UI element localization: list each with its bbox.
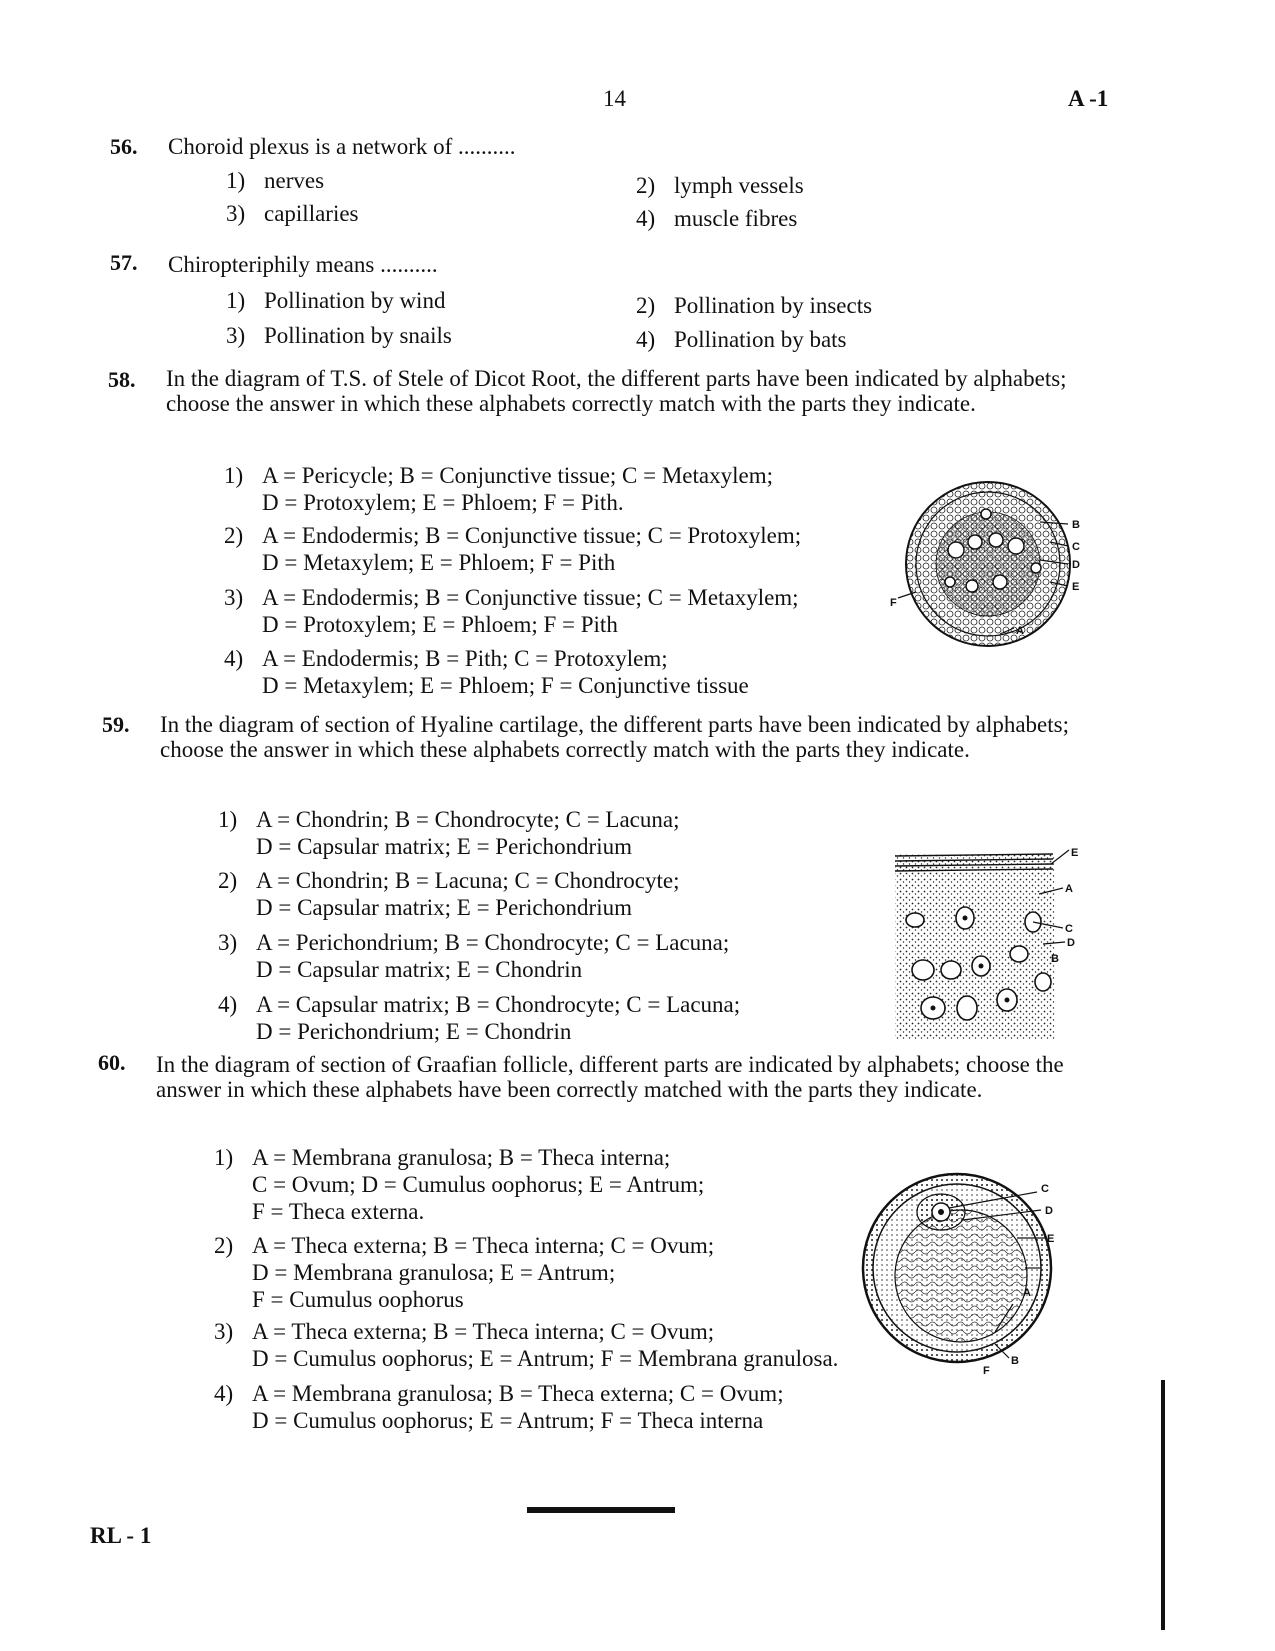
chondrocyte xyxy=(906,913,924,927)
antrum xyxy=(895,1210,1027,1342)
figure-label-e: E xyxy=(1072,581,1080,593)
question-text: Choroid plexus is a network of .......... xyxy=(168,134,516,159)
option-line-1: A = Endodermis; B = Conjunctive tissue; C = Metaxylem; xyxy=(262,585,799,610)
figure-label-b: B xyxy=(1051,953,1059,965)
option-1[interactable] xyxy=(226,167,324,194)
option-number: 3) xyxy=(218,930,238,955)
option-number: 1) xyxy=(214,1145,234,1170)
figure-label-a: A xyxy=(1023,1287,1031,1299)
option-text: Pollination by bats xyxy=(674,327,847,352)
figure-label-d: D xyxy=(1067,937,1075,949)
chondrocyte xyxy=(941,961,961,979)
option-1[interactable] xyxy=(214,1144,704,1225)
question-number: 60. xyxy=(98,1050,126,1075)
option-number: 4) xyxy=(224,646,244,671)
option-2[interactable] xyxy=(214,1232,714,1313)
option-line-2: D = Metaxylem; E = Phloem; F = Conjunctive tissue xyxy=(262,673,749,698)
option-line-2: D = Capsular matrix; E = Perichondrium xyxy=(256,834,632,859)
option-line-2: D = Cumulus oophorus; E = Antrum; F = Membrana granulosa. xyxy=(252,1346,839,1371)
option-line-3: F = Theca externa. xyxy=(252,1199,425,1224)
protoxylem-vessel xyxy=(945,577,955,587)
option-1[interactable] xyxy=(226,287,445,314)
figure-label-f: F xyxy=(890,597,897,609)
option-line-2: D = Membrana granulosa; E = Antrum; xyxy=(252,1260,616,1285)
option-line-2: D = Protoxylem; E = Phloem; F = Pith xyxy=(262,612,618,637)
figure-label-b: B xyxy=(1011,1355,1019,1367)
option-number: 3) xyxy=(226,323,246,348)
question-number: 57. xyxy=(110,250,138,275)
option-3[interactable] xyxy=(224,584,799,638)
figure-label-e: E xyxy=(1071,848,1079,859)
figure-label-d: D xyxy=(1072,559,1080,571)
chondrocyte xyxy=(912,960,934,980)
protoxylem-vessel xyxy=(981,509,991,519)
metaxylem-vessel xyxy=(1008,538,1024,554)
option-line-1: A = Endodermis; B = Pith; C = Protoxylem; xyxy=(262,646,668,671)
option-number: 1) xyxy=(224,463,244,488)
option-line-1: A = Perichondrium; B = Chondrocyte; C = Lacuna; xyxy=(256,930,730,955)
figure-label-a: A xyxy=(1065,883,1073,895)
option-text: muscle fibres xyxy=(674,206,798,231)
option-1[interactable] xyxy=(218,806,679,860)
option-text: nerves xyxy=(264,168,325,193)
option-2[interactable] xyxy=(224,522,801,576)
option-4[interactable] xyxy=(636,326,847,353)
question-text: Chiropteriphily means .......... xyxy=(168,252,438,277)
figure-label-c: C xyxy=(1065,923,1073,935)
option-number: 2) xyxy=(636,173,656,198)
metaxylem-vessel xyxy=(966,580,978,592)
option-line-2: D = Capsular matrix; E = Chondrin xyxy=(256,957,583,982)
option-4[interactable] xyxy=(214,1380,784,1434)
option-line-2: D = Capsular matrix; E = Perichondrium xyxy=(256,895,632,920)
option-line-1: A = Chondrin; B = Lacuna; C = Chondrocyte; xyxy=(256,868,680,893)
option-number: 1) xyxy=(226,168,246,193)
figure-label-c: C xyxy=(1041,1183,1049,1195)
metaxylem-vessel xyxy=(968,535,982,549)
option-number: 1) xyxy=(218,807,238,832)
option-text: lymph vessels xyxy=(674,173,804,198)
option-number: 2) xyxy=(218,868,238,893)
option-4[interactable] xyxy=(218,991,740,1045)
option-line-2: D = Protoxylem; E = Phloem; F = Pith. xyxy=(262,490,624,515)
option-number: 3) xyxy=(214,1319,234,1344)
option-line-1: A = Endodermis; B = Conjunctive tissue; C = Protoxylem; xyxy=(262,523,802,548)
option-line-1: A = Theca externa; B = Theca interna; C = Ovum; xyxy=(252,1233,715,1258)
option-2[interactable] xyxy=(218,867,679,921)
page-number: 14 xyxy=(603,86,626,111)
end-rule xyxy=(527,1507,675,1513)
dicot-root-stele-figure xyxy=(890,474,1110,674)
protoxylem-vessel xyxy=(1031,563,1041,573)
option-text: Pollination by insects xyxy=(674,293,873,318)
option-line-2: D = Perichondrium; E = Chondrin xyxy=(256,1019,572,1044)
figure-label-c: C xyxy=(1072,541,1080,553)
option-line-2: D = Metaxylem; E = Phloem; F = Pith xyxy=(262,550,616,575)
question-text: In the diagram of section of Graafian follicle, different parts are indicated by alphabets; choose the answer in which these alphabets have been correctly matched with the parts they indicate. xyxy=(156,1052,1064,1102)
figure-label-b: B xyxy=(1072,519,1080,531)
option-3[interactable] xyxy=(226,322,452,349)
option-3[interactable] xyxy=(214,1318,838,1372)
option-line-1: A = Chondrin; B = Chondrocyte; C = Lacuna; xyxy=(256,807,680,832)
option-line-3: F = Cumulus oophorus xyxy=(252,1287,464,1312)
question-number: 56. xyxy=(110,134,138,159)
option-line-1: A = Capsular matrix; B = Chondrocyte; C = Lacuna; xyxy=(256,992,741,1017)
metaxylem-vessel xyxy=(989,533,1003,547)
option-line-1: A = Membrana granulosa; B = Theca externa; C = Ovum; xyxy=(252,1381,784,1406)
set-code: A -1 xyxy=(1068,86,1109,111)
metaxylem-vessel xyxy=(993,575,1007,589)
inner-tissue xyxy=(936,512,1040,616)
figure-label-e: E xyxy=(1047,1233,1055,1245)
option-4[interactable] xyxy=(636,205,797,232)
option-4[interactable] xyxy=(224,645,749,699)
question-number: 59. xyxy=(102,712,130,737)
option-number: 2) xyxy=(224,523,244,548)
footer-code: RL - 1 xyxy=(90,1523,152,1548)
option-line-1: A = Theca externa; B = Theca interna; C = Ovum; xyxy=(252,1319,715,1344)
option-number: 4) xyxy=(214,1381,234,1406)
option-line-2: D = Cumulus oophorus; E = Antrum; F = Theca interna xyxy=(252,1408,764,1433)
option-number: 4) xyxy=(636,327,656,352)
question-text: In the diagram of T.S. of Stele of Dicot Root, the different parts have been indicated by alphabets; choose the answer in which these alphabets correctly match with the parts they indicate. xyxy=(166,366,1067,416)
option-number: 3) xyxy=(224,585,244,610)
option-number: 4) xyxy=(636,206,656,231)
hyaline-cartilage-figure xyxy=(893,848,1093,1048)
figure-label-a: A xyxy=(1016,625,1024,637)
chondrocyte xyxy=(1010,946,1028,962)
chondrocyte xyxy=(1035,973,1051,991)
option-text: Pollination by wind xyxy=(264,288,446,313)
option-number: 2) xyxy=(214,1233,234,1258)
option-number: 1) xyxy=(226,288,246,313)
option-line-2: C = Ovum; D = Cumulus oophorus; E = Antrum; xyxy=(252,1172,705,1197)
option-3[interactable] xyxy=(226,200,359,227)
figure-label-f: F xyxy=(983,1365,990,1377)
chondrocyte xyxy=(957,996,977,1020)
option-number: 3) xyxy=(226,201,246,226)
option-2[interactable] xyxy=(636,292,872,319)
question-number: 58. xyxy=(108,367,136,392)
option-line-1: A = Pericycle; B = Conjunctive tissue; C = Metaxylem; xyxy=(262,463,773,488)
margin-bar xyxy=(1161,1380,1165,1630)
option-text: capillaries xyxy=(264,201,359,226)
figure-label-d: D xyxy=(1045,1205,1053,1217)
option-number: 4) xyxy=(218,992,238,1017)
graafian-follicle-figure xyxy=(845,1168,1095,1388)
metaxylem-vessel xyxy=(948,542,964,558)
option-number: 2) xyxy=(636,293,656,318)
option-1[interactable] xyxy=(224,462,773,516)
option-text: Pollination by snails xyxy=(264,323,452,348)
option-3[interactable] xyxy=(218,929,729,983)
option-2[interactable] xyxy=(636,172,804,199)
question-text: In the diagram of section of Hyaline cartilage, the different parts have been indicated by alphabets; choose the answer in which these alphabets correctly match with the parts they indicate. xyxy=(160,712,1069,762)
option-line-1: A = Membrana granulosa; B = Theca interna; xyxy=(252,1145,671,1170)
